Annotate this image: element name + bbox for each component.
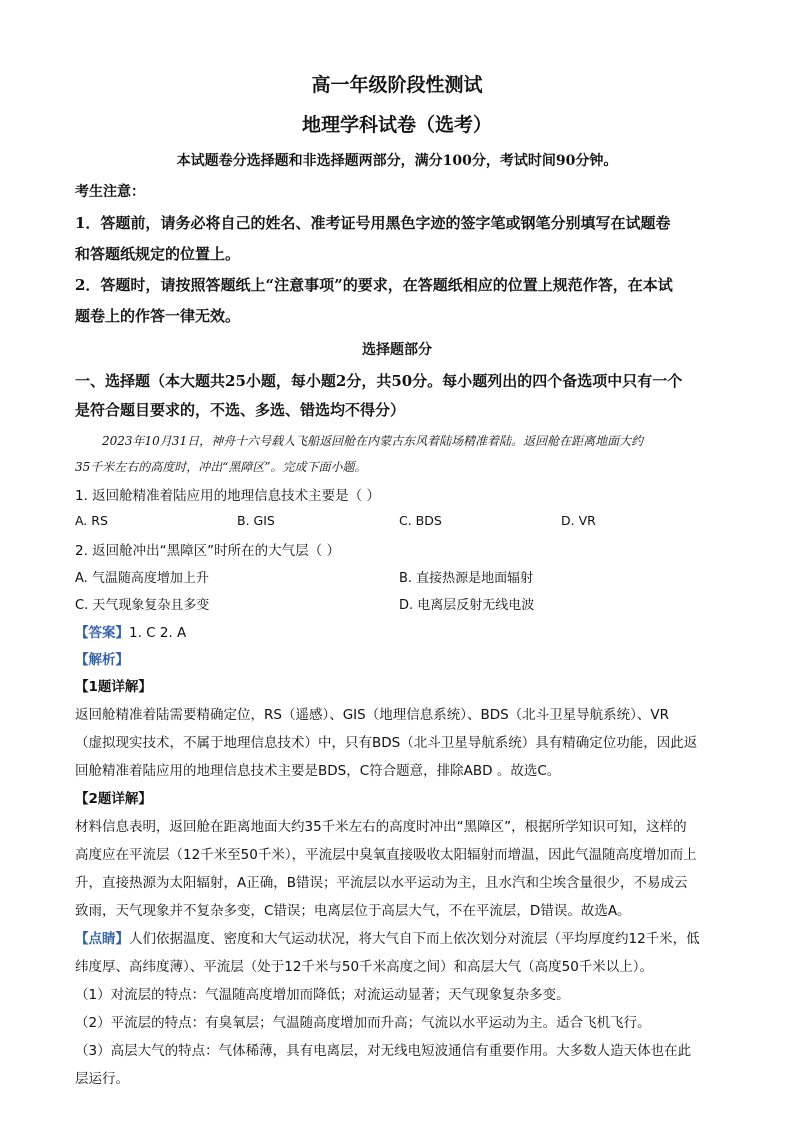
question-1-option-b: B. GIS <box>237 513 275 528</box>
notice-item-2-cont: 题卷上的作答一律无效。 <box>75 307 241 325</box>
q2-detail-line: 材料信息表明，返回舱在距离地面大约35千米左右的高度时冲出“黑障区”，根据所学知识可知，这样的 <box>75 819 687 835</box>
q1-detail-label: 【1题详解】 <box>75 679 152 695</box>
q2-detail-line: 致雨，天气现象并不复杂多变，C错误；电离层位于高层大气，不在平流层，D错误。故选A。 <box>75 903 631 919</box>
tip-point-3-cont: 层运行。 <box>75 1071 129 1087</box>
q2-detail-label: 【2题详解】 <box>75 791 152 807</box>
part-heading: 一、选择题（本大题共25小题，每小题2分，共50分。每小题列出的四个备选项中只有一个 <box>75 372 683 390</box>
question-2-option-c: C. 天气现象复杂且多变 <box>75 598 210 613</box>
answer-row <box>75 621 186 641</box>
tip-text: 人们依据温度、密度和大气运动状况，将大气自下而上依次划分对流层（平均厚度约12千米，低 <box>129 931 700 947</box>
tip-point-2: （2）平流层的特点：有臭氧层；气温随高度增加而升高；气流以水平运动为主。适合飞机飞行。 <box>75 1015 651 1031</box>
notice-item-2: 2．答题时，请按照答题纸上“注意事项”的要求，在答题纸相应的位置上规范作答，在本试 <box>75 276 673 294</box>
tip-line: 纬度厚、高纬度薄）、平流层（处于12千米与50千米高度之间）和高层大气（高度50千米以上）。 <box>75 959 654 975</box>
analysis-label: 【解析】 <box>75 652 129 668</box>
tip-label: 【点睛】 <box>75 931 129 947</box>
q2-detail-line: 高度应在平流层（12千米至50千米），平流层中臭氧直接吸收太阳辐射而增温，因此气温随高度增加而上 <box>75 847 697 863</box>
notice-item-1: 1．答题前，请务必将自己的姓名、准考证号用黑色字迹的签字笔或钢笔分别填写在试题卷 <box>75 214 671 232</box>
material-text: 2023年10月31日，神舟十六号载人飞船返回舱在内蒙古东风着陆场精准着陆。返回舱在距离地面大约 <box>102 434 644 448</box>
part-heading-cont: 是符合题目要求的，不选、多选、错选均不得分） <box>75 401 406 419</box>
tip-point-1: （1）对流层的特点：气温随高度增加而降低；对流运动显著；天气现象复杂多变。 <box>75 987 570 1003</box>
question-2-option-d: D. 电离层反射无线电波 <box>399 598 535 613</box>
q1-detail-line: 回舱精准着陆应用的地理信息技术主要是BDS，C符合题意，排除ABD 。故选C。 <box>75 763 561 779</box>
question-1-stem: 1. 返回舱精准着陆应用的地理信息技术主要是（ ） <box>75 488 380 504</box>
question-1-option-a: A. RS <box>75 513 108 528</box>
q2-detail-line: 升，直接热源为太阳辐射，A正确，B错误；平流层以水平运动为主，且水汽和尘埃含量很少，不易成云 <box>75 875 688 891</box>
notice-label: 考生注意： <box>75 184 145 200</box>
answer-text: 1. C 2. A <box>129 625 187 641</box>
tip-point-3: （3）高层大气的特点：气体稀薄，具有电离层，对无线电短波通信有重要作用。大多数人造天体也在此 <box>75 1043 692 1059</box>
page-subtitle: 地理学科试卷（选考） <box>301 114 492 136</box>
question-2-option-b: B. 直接热源是地面辐射 <box>399 571 534 586</box>
notice-item-1-cont: 和答题纸规定的位置上。 <box>75 245 241 263</box>
question-1-option-d: D. VR <box>561 513 596 528</box>
exam-intro: 本试题卷分选择题和非选择题两部分，满分100分，考试时间90分钟。 <box>176 153 618 169</box>
question-2-stem: 2. 返回舱冲出“黑障区”时所在的大气层（ ） <box>75 543 340 559</box>
section-heading: 选择题部分 <box>362 342 432 358</box>
question-1-option-c: C. BDS <box>399 513 442 528</box>
question-2-option-a: A. 气温随高度增加上升 <box>75 571 209 586</box>
answer-label: 【答案】 <box>75 625 129 641</box>
q1-detail-line: 返回舱精准着陆需要精确定位，RS（遥感）、GIS（地理信息系统）、BDS（北斗卫星导航系统）、VR <box>75 707 670 723</box>
tip-row <box>75 927 700 947</box>
material-text-cont: 35千米左右的高度时，冲出“黑障区”。完成下面小题。 <box>75 460 367 474</box>
page-title: 高一年级阶段性测试 <box>311 74 483 96</box>
q1-detail-line: （虚拟现实技术，不属于地理信息技术）中，只有BDS（北斗卫星导航系统）具有精确定位功能，因此返 <box>75 735 698 751</box>
